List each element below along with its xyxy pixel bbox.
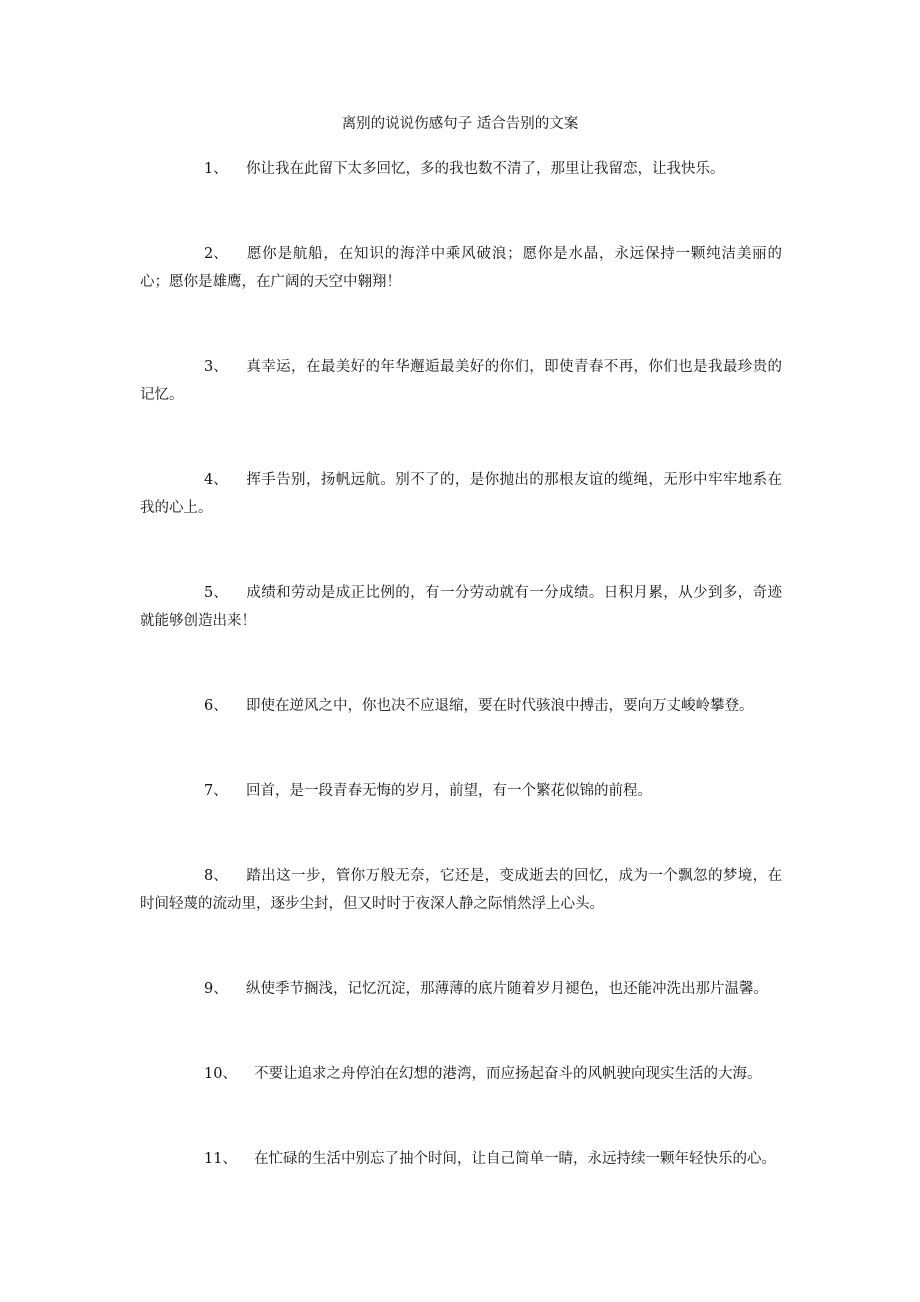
- quote-item: [140, 1145, 782, 1173]
- quote-text: 真幸运，在最美好的年华邂逅最美好的你们，即使青春不再，你们也是我最珍贵的记忆。: [140, 359, 782, 403]
- quote-item: [140, 862, 782, 918]
- quote-item: [140, 692, 782, 720]
- quote-number: 10、: [204, 1066, 237, 1082]
- quote-text: 挥手告别，扬帆远航。别不了的，是你抛出的那根友谊的缆绳，无形中牢牢地系在我的心上。: [140, 472, 782, 516]
- quote-number: 1、: [204, 161, 228, 177]
- quote-text: 你让我在此留下太多回忆，多的我也数不清了，那里让我留恋，让我快乐。: [246, 161, 725, 177]
- document-title: 离别的说说伤感句子 适合告别的文案: [341, 116, 579, 132]
- quote-number: 9、: [204, 981, 228, 997]
- quote-item: [140, 240, 782, 296]
- quote-item: [140, 155, 782, 183]
- quote-item: [140, 1060, 782, 1088]
- quote-list: [140, 155, 782, 1230]
- quote-text: 愿你是航船，在知识的海洋中乘风破浪；愿你是水晶，永远保持一颗纯洁美丽的心；愿你是雄鹰，在广阔的天空中翱翔！: [140, 246, 782, 290]
- quote-number: 11、: [204, 1151, 237, 1167]
- quote-item: [140, 777, 782, 805]
- quote-number: 5、: [204, 585, 228, 601]
- quote-item: [140, 975, 782, 1003]
- quote-text: 成绩和劳动是成正比例的，有一分劳动就有一分成绩。日积月累，从少到多，奇迹就能够创造出来！: [140, 585, 782, 629]
- quote-number: 3、: [204, 359, 228, 375]
- quote-number: 6、: [204, 698, 228, 714]
- quote-number: 2、: [204, 246, 228, 262]
- quote-text: 不要让追求之舟停泊在幻想的港湾，而应扬起奋斗的风帆驶向现实生活的大海。: [254, 1066, 762, 1082]
- quote-item: [140, 353, 782, 409]
- quote-number: 8、: [204, 868, 228, 884]
- quote-number: 7、: [204, 783, 228, 799]
- quote-number: 4、: [204, 472, 228, 488]
- quote-item: [140, 579, 782, 635]
- quote-text: 纵使季节搁浅，记忆沉淀，那薄薄的底片随着岁月褪色，也还能冲洗出那片温馨。: [246, 981, 768, 997]
- quote-text: 踏出这一步，管你万般无奈，它还是，变成逝去的回忆，成为一个飘忽的梦境，在时间轻蔑的流动里，逐步尘封，但又时时于夜深人静之际悄然浮上心头。: [140, 868, 782, 912]
- quote-text: 即使在逆风之中，你也决不应退缩，要在时代骇浪中搏击，要向万丈峻岭攀登。: [246, 698, 754, 714]
- quote-text: 回首，是一段青春无悔的岁月，前望，有一个繁花似锦的前程。: [246, 783, 652, 799]
- quote-item: [140, 466, 782, 522]
- quote-text: 在忙碌的生活中别忘了抽个时间，让自己简单一睛，永远持续一颗年轻快乐的心。: [254, 1151, 776, 1167]
